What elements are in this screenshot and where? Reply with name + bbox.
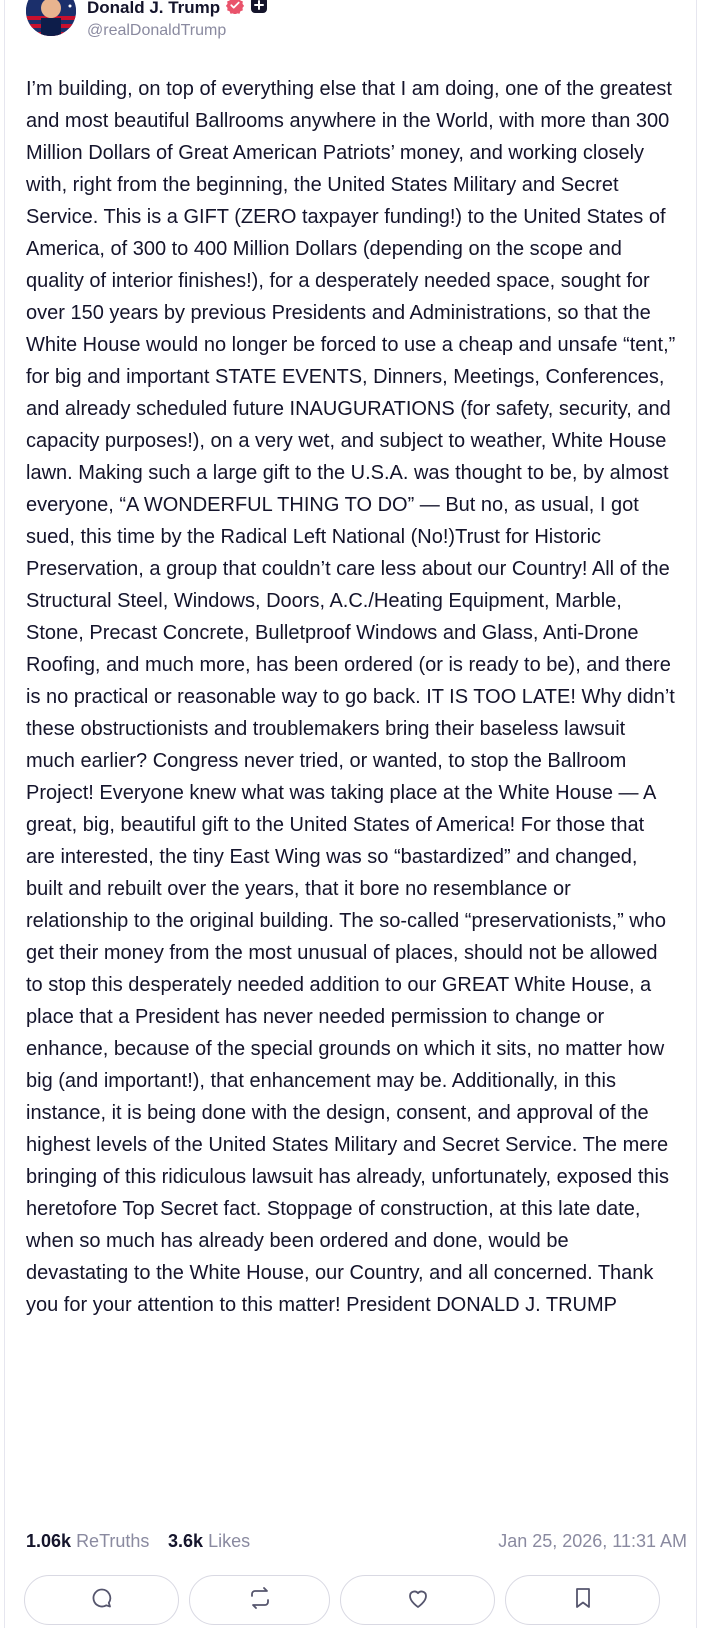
author-name-row bbox=[87, 0, 268, 19]
post-stats bbox=[26, 1531, 687, 1555]
reply-button[interactable] bbox=[24, 1575, 179, 1625]
author-handle[interactable]: @realDonaldTrump bbox=[87, 22, 227, 39]
reply-icon bbox=[91, 1587, 113, 1614]
bookmark-icon bbox=[573, 1587, 593, 1614]
retruths-count: 1.06k bbox=[26, 1531, 72, 1551]
retruths-label: ReTruths bbox=[76, 1531, 150, 1551]
post-timestamp[interactable]: Jan 25, 2026, 11:31 AM bbox=[498, 1531, 687, 1551]
retruths-stat[interactable] bbox=[26, 1531, 149, 1552]
plus-badge-icon bbox=[250, 0, 268, 19]
retruth-icon bbox=[248, 1587, 272, 1614]
like-icon bbox=[406, 1587, 430, 1614]
like-button[interactable] bbox=[340, 1575, 495, 1625]
avatar[interactable] bbox=[26, 0, 76, 36]
bookmark-button[interactable] bbox=[505, 1575, 660, 1625]
retruth-button[interactable] bbox=[189, 1575, 330, 1625]
post-body-text: I’m building, on top of everything else that I am doing, one of the greatest and most beautiful Ballrooms anywhere in the World, with more than 300 Million Dollars of Great American Patriots’ money, and working closely with, right from the beginning, the United States Military and Secret Service. This is a GIFT (ZERO taxpayer funding!) to the United States of America, of 300 to 400 Million Dollars (depending on the scope and quality of interior finishes!), for a desperately needed space, sought for over 150 years by previous Presidents and Administrations, so that the White House would no longer be forced to use a cheap and unsafe “tent,” for big and important STATE EVENTS, Dinners, Meetings, Conferences, and already scheduled future INAUGURATIONS (for safety, security, and capacity purposes!), on a very wet, and subject to weather, White House lawn. Making such a large gift to the U.S.A. was thought to be, by almost everyone, “A WONDERFUL THING TO DO” — But no, as usual, I got sued, this time by the Radical Left National (No!)Trust for Historic Preservation, a group that couldn’t care less about our Country! All of the Structural Steel, Windows, Doors, A.C./Heating Equipment, Marble, Stone, Precast Concrete, Bulletproof Windows and Glass, Anti-Drone Roofing, and much more, has been ordered (or is ready to be), and there is no practical or reasonable way to go back. IT IS TOO LATE! Why didn’t these obstructionists and troublemakers bring their baseless lawsuit much earlier? Congress never tried, or wanted, to stop the Ballroom Project! Everyone knew what was taking place at the White House — A great, big, beautiful gift to the United States of America! For those that are interested, the tiny East Wing was so “bastardized” and changed, built and rebuilt over the years, that it bore no resemblance or relationship to the original building. The so-called “preservationists,” who get their money from the most unusual of places, should not be allowed to stop this desperately needed addition to our GREAT White House, a place that a President has never needed permission to change or enhance, because of the special grounds on which it sits, no matter how big (and important!), that enhancement may be. Additionally, in this instance, it is being done with the design, consent, and approval of the highest levels of the United States Military and Secret Service. The mere bringing of this ridiculous lawsuit has already, unfortunately, exposed this heretofore Top Secret fact. Stoppage of construction, at this late date, when so much has already been ordered and done, would be devastating to the White House, our Country, and all concerned. Thank you for your attention to this matter! President DONALD J. TRUMP bbox=[26, 78, 676, 1316]
post-card bbox=[4, 0, 697, 1628]
likes-label: Likes bbox=[208, 1531, 251, 1551]
likes-count: 3.6k bbox=[168, 1531, 204, 1551]
action-bar bbox=[24, 1575, 664, 1627]
likes-stat[interactable] bbox=[168, 1531, 250, 1552]
author-name[interactable]: Donald J. Trump bbox=[87, 0, 221, 17]
verified-badge-icon bbox=[226, 0, 244, 19]
